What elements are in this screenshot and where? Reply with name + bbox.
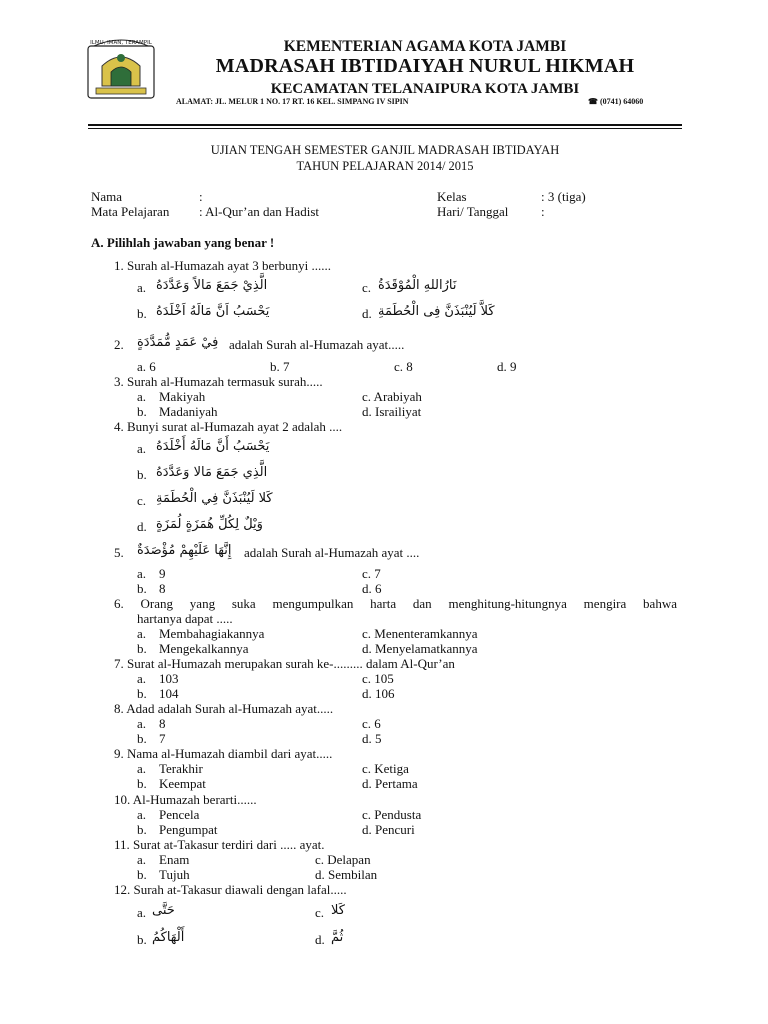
q4-option-b-label: b. — [137, 467, 147, 482]
q2-option-d: d. 9 — [497, 359, 517, 374]
q5-option-a-label: a. — [137, 566, 147, 581]
q6-option-a: Membahagiakannya — [159, 626, 265, 641]
q3-text: 3. Surah al-Humazah termasuk surah..... — [114, 374, 323, 389]
q4-option-a-label: a. — [137, 441, 147, 456]
q4-option-b-arabic: الَّذِي جَمَعَ مَالا وَعَدَّدَهُ — [156, 465, 268, 480]
hari-label: Hari/ Tanggal — [437, 204, 509, 219]
q3-option-a-label: a. — [137, 389, 147, 404]
q4-option-d-label: d. — [137, 519, 147, 534]
q1-option-d-label: d. — [362, 306, 372, 321]
q7-text: 7. Surat al-Humazah merupakan surah ke-......... dalam Al-Qur’an — [114, 656, 455, 671]
kelas-label: Kelas — [437, 189, 467, 204]
q8-option-c: c. 6 — [362, 716, 381, 731]
q5-number: 5. — [114, 545, 124, 560]
q9-option-b: Keempat — [159, 776, 206, 791]
q10-text: 10. Al-Humazah berarti...... — [114, 792, 257, 807]
q7-option-a: 103 — [159, 671, 179, 686]
q7-option-b-label: b. — [137, 686, 147, 701]
school-logo-icon — [84, 36, 158, 110]
q11-option-b: Tujuh — [159, 867, 190, 882]
q3-option-c: c. Arabiyah — [362, 389, 422, 404]
q9-text: 9. Nama al-Humazah diambil dari ayat..... — [114, 746, 333, 761]
mapel-value: : Al-Qur’an dan Hadist — [199, 204, 319, 219]
letterhead-divider — [88, 124, 682, 126]
q10-option-b-label: b. — [137, 822, 147, 837]
q10-option-b: Pengumpat — [159, 822, 218, 837]
q9-option-b-label: b. — [137, 776, 147, 791]
q1-text: 1. Surah al-Humazah ayat 3 berbunyi ...... — [114, 258, 331, 273]
q1-option-d-arabic: كَلاَّ لَيُنْبَذَنَّ فِى الْحُطَمَةِ — [378, 304, 495, 319]
q11-option-a-label: a. — [137, 852, 147, 867]
q3-option-b-label: b. — [137, 404, 147, 419]
q9-option-d: d. Pertama — [362, 776, 418, 791]
q2-option-a: a. 6 — [137, 359, 156, 374]
school-address: ALAMAT: JL. MELUR 1 NO. 17 RT. 16 KEL. SIMPANG IV SIPIN — [176, 97, 409, 106]
q3-option-a: Makiyah — [159, 389, 206, 404]
q2-text: adalah Surah al-Humazah ayat..... — [229, 337, 405, 352]
q5-text: adalah Surah al-Humazah ayat .... — [244, 545, 420, 560]
q11-option-d: d. Sembilan — [315, 867, 378, 882]
q11-option-c: c. Delapan — [315, 852, 371, 867]
q6-text-line1: 6. Orang yang suka mengumpulkan harta dan menghitung-hitungnya mengira bahwa — [114, 596, 677, 611]
kelas-value: : 3 (tiga) — [541, 189, 586, 204]
q3-option-d: d. Israiliyat — [362, 404, 422, 419]
q6-option-b-label: b. — [137, 641, 147, 656]
q3-option-b: Madaniyah — [159, 404, 218, 419]
q12-option-c-arabic: كَلا — [331, 903, 345, 918]
q4-option-a-arabic: يَحْسَبُ أَنَّ مَالَهُ أَخْلَدَهُ — [156, 439, 270, 454]
q6-text-line2: hartanya dapat ..... — [137, 611, 233, 626]
q11-text: 11. Surat at-Takasur terdiri dari ..... ayat. — [114, 837, 325, 852]
q10-option-a: Pencela — [159, 807, 200, 822]
nama-label: Nama — [91, 189, 123, 204]
q2-arabic: فِيْ عَمَدٍ مُّمَدَّدَةٍ — [137, 335, 219, 350]
q4-option-c-arabic: كَلا لَيُنْبَذَنَّ فِي الْحُطَمَةِ — [156, 491, 273, 506]
q5-option-a: 9 — [159, 566, 166, 581]
q8-text: 8. Adad adalah Surah al-Humazah ayat..... — [114, 701, 334, 716]
mapel-label: Mata Pelajaran — [91, 204, 170, 219]
q12-option-b-label: b. — [137, 932, 147, 947]
exam-year: TAHUN PELAJARAN 2014/ 2015 — [296, 159, 474, 173]
q8-option-d: d. 5 — [362, 731, 382, 746]
q10-option-c: c. Pendusta — [362, 807, 422, 822]
q1-option-a-arabic: الَّذِيْ جَمَعَ مَالاً وَعَدَّدَهُ — [156, 278, 268, 293]
q10-option-a-label: a. — [137, 807, 147, 822]
q1-option-c-arabic: نَارُاللهِ الْمُوْقَدَةُ — [378, 278, 457, 293]
q12-option-a-arabic: حَتَّى — [152, 903, 175, 918]
q11-option-a: Enam — [159, 852, 190, 867]
q5-arabic: إِنَّهَا عَلَيْهِمْ مُؤْصَدَةٌ — [137, 543, 232, 558]
ministry-name: KEMENTERIAN AGAMA KOTA JAMBI — [283, 38, 567, 55]
q2-number: 2. — [114, 337, 124, 352]
q6-option-c: c. Menenteramkannya — [362, 626, 478, 641]
q12-option-c-label: c. — [315, 905, 325, 920]
q4-text: 4. Bunyi surat al-Humazah ayat 2 adalah .... — [114, 419, 343, 434]
q5-option-c: c. 7 — [362, 566, 381, 581]
q2-option-b: b. 7 — [270, 359, 290, 374]
hari-value: : — [541, 204, 545, 219]
q6-option-d: d. Menyelamatkannya — [362, 641, 478, 656]
nama-value: : — [199, 189, 203, 204]
q5-option-b-label: b. — [137, 581, 147, 596]
q9-option-a-label: a. — [137, 761, 147, 776]
letterhead-divider-thin — [88, 128, 682, 129]
q12-option-a-label: a. — [137, 905, 147, 920]
q12-text: 12. Surah at-Takasur diawali dengan lafal..... — [114, 882, 347, 897]
q1-option-a-label: a. — [137, 280, 147, 295]
q1-option-c-label: c. — [362, 280, 372, 295]
q12-option-d-label: d. — [315, 932, 325, 947]
section-a-heading: A. Pilihlah jawaban yang benar ! — [91, 235, 275, 250]
exam-title: UJIAN TENGAH SEMESTER GANJIL MADRASAH IBTIDAYAH — [210, 143, 560, 157]
q5-option-b: 8 — [159, 581, 166, 596]
q4-option-c-label: c. — [137, 493, 147, 508]
q4-option-d-arabic: وَيْلٌ لِكُلِّ هُمَزَةٍ لُمَزَةٍ — [156, 517, 263, 532]
q10-option-d: d. Pencuri — [362, 822, 415, 837]
logo-motto: ILMU, IMAN, TERAMPIL — [90, 40, 152, 46]
q9-option-a: Terakhir — [159, 761, 203, 776]
q7-option-c: c. 105 — [362, 671, 394, 686]
q8-option-b-label: b. — [137, 731, 147, 746]
q2-option-c: c. 8 — [394, 359, 413, 374]
school-name: MADRASAH IBTIDAIYAH NURUL HIKMAH — [215, 55, 635, 77]
q9-option-c: c. Ketiga — [362, 761, 409, 776]
q6-option-b: Mengekalkannya — [159, 641, 249, 656]
q1-option-b-label: b. — [137, 306, 147, 321]
q7-option-d: d. 106 — [362, 686, 395, 701]
q8-option-a-label: a. — [137, 716, 147, 731]
q1-option-b-arabic: يَحْسَبُ اَنَّ مَالَهُ اَخْلَدَهُ — [156, 304, 270, 319]
q8-option-a: 8 — [159, 716, 166, 731]
q7-option-b: 104 — [159, 686, 179, 701]
q7-option-a-label: a. — [137, 671, 147, 686]
q6-option-a-label: a. — [137, 626, 147, 641]
q12-option-d-arabic: ثُمَّ — [331, 930, 344, 945]
q8-option-b: 7 — [159, 731, 166, 746]
q12-option-b-arabic: أَلْهَاكُمُ — [152, 930, 185, 945]
q11-option-b-label: b. — [137, 867, 147, 882]
school-phone: ☎ (0741) 64060 — [588, 97, 644, 106]
q5-option-d: d. 6 — [362, 581, 382, 596]
district-name: KECAMATAN TELANAIPURA KOTA JAMBI — [270, 81, 580, 97]
